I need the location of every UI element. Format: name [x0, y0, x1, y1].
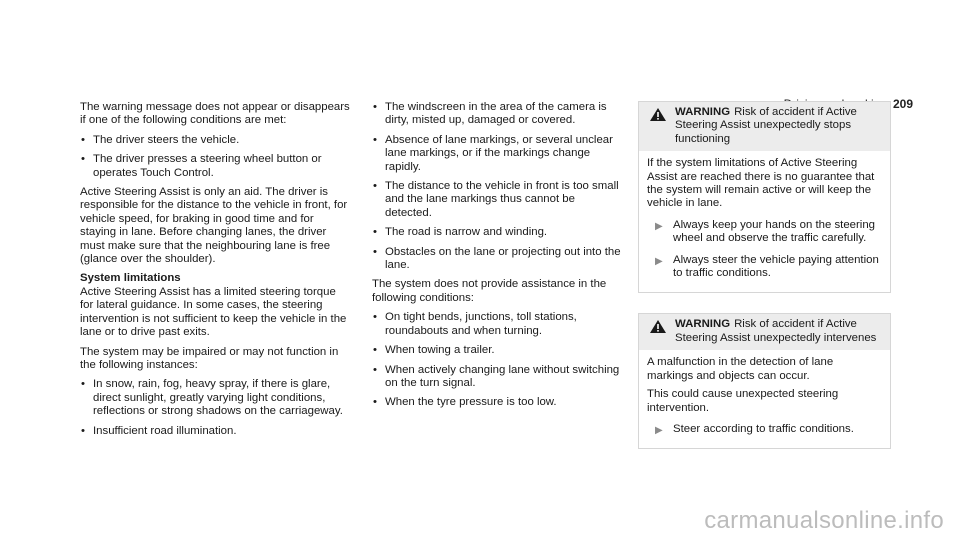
- action-text: Always keep your hands on the steering wheel and observe the traffic carefully.: [673, 218, 875, 245]
- list-item: • Insufficient road illumination.: [80, 425, 352, 438]
- warning-label: WARNING: [675, 106, 731, 118]
- warning-header: [639, 102, 890, 151]
- intro-list: [80, 134, 352, 180]
- list-item: • When towing a trailer.: [372, 344, 622, 357]
- no-assist-list: [372, 311, 622, 409]
- column-left: [80, 101, 352, 444]
- action-text: Steer according to traffic conditions.: [673, 422, 854, 435]
- impaired-paragraph: The system may be impaired or may not function in the following instances:: [80, 345, 339, 371]
- warning-text: If the system limitations of Active Steering Assist are reached there is no guarantee that the system will remain active or will keep the vehicle in lane.: [647, 157, 875, 210]
- list-item: • The road is narrow and winding.: [372, 226, 622, 239]
- list-item: • The driver steers the vehicle.: [80, 134, 352, 147]
- warning-box-stops-functioning: [638, 101, 891, 293]
- intro-paragraph: The warning message does not appear or disappears if one of the following conditions are met:: [80, 101, 350, 127]
- column-right: [638, 101, 891, 469]
- list-item: • Obstacles on the lane or projecting out into the lane.: [372, 246, 622, 273]
- warning-header: [639, 314, 890, 350]
- action-item: [647, 423, 882, 436]
- warning-triangle-icon: [649, 107, 667, 122]
- impaired-list: [80, 378, 352, 438]
- watermark: carmanualsonline.info: [704, 506, 944, 534]
- aid-paragraph: Active Steering Assist is only an aid. The driver is responsible for the distance to the vehicle in front, for vehicle speed, for braking in good time and for staying in lane. Before changing lanes, the driver must make sure that the neighbouring lane is free (glance over the shoulder).: [80, 186, 348, 266]
- warning-box-unexpected-intervention: [638, 313, 891, 449]
- action-text: Always steer the vehicle paying attention to traffic conditions.: [673, 253, 879, 280]
- action-item: [647, 219, 882, 246]
- warning-label: WARNING: [675, 318, 731, 331]
- list-item: • When the tyre pressure is too low.: [372, 396, 622, 409]
- page-number: 209: [892, 97, 913, 111]
- action-arrow-icon: ▶: [655, 255, 663, 267]
- list-item: • In snow, rain, fog, heavy spray, if there is glare, direct sunlight, greatly varying light conditions, reflections or strong shadows on the carriageway.: [80, 378, 352, 418]
- warning-title: Risk of accident if Active Steering Assist unexpectedly intervenes: [675, 318, 877, 344]
- action-arrow-icon: ▶: [655, 220, 663, 232]
- list-item: • On tight bends, junctions, toll stations, roundabouts and when turning.: [372, 311, 622, 338]
- list-item: • Absence of lane markings, or several unclear lane markings, or if the markings change rapidly.: [372, 134, 622, 174]
- list-item: • When actively changing lane without switching on the turn signal.: [372, 364, 622, 391]
- conditions-list: [372, 101, 622, 272]
- warning-body: [639, 350, 890, 448]
- no-assist-paragraph: The system does not provide assistance in the following conditions:: [372, 278, 607, 304]
- limitations-heading: System limitations: [80, 272, 181, 285]
- limitations-paragraph: Active Steering Assist has a limited steering torque for lateral guidance. In some cases, the steering intervention is not sufficient to keep the vehicle in the lane or to drive past exits.: [80, 285, 347, 339]
- list-item: • The driver presses a steering wheel button or operates Touch Control.: [80, 153, 352, 180]
- list-item: • The distance to the vehicle in front is too small and the lane markings thus cannot be detected.: [372, 180, 622, 220]
- column-middle: [372, 101, 622, 416]
- warning-title: Risk of accident if Active Steering Assist unexpectedly stops functioning: [675, 106, 857, 145]
- warning-text: This could cause unexpected steering intervention.: [647, 388, 839, 414]
- warning-text: A malfunction in the detection of lane markings and objects can occur.: [647, 356, 834, 382]
- action-arrow-icon: ▶: [655, 424, 663, 436]
- warning-triangle-icon: [649, 319, 667, 334]
- warning-body: [639, 151, 890, 292]
- list-item: • The windscreen in the area of the camera is dirty, misted up, damaged or covered.: [372, 101, 622, 128]
- action-item: [647, 254, 882, 281]
